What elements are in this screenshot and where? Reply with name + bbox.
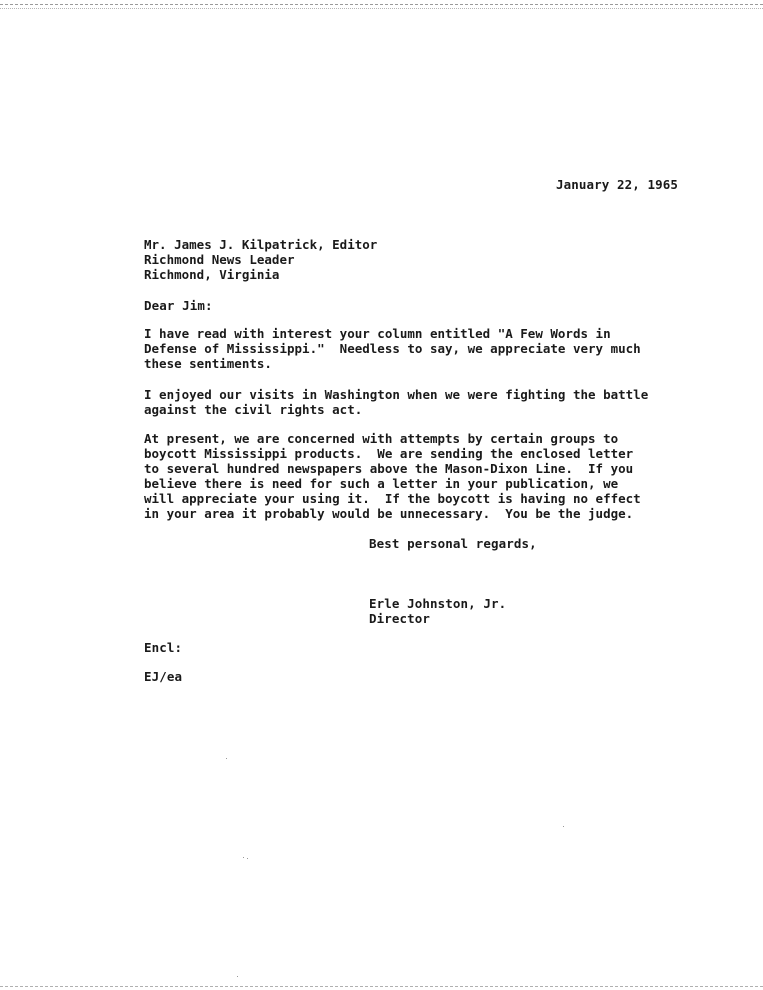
signer-title: Director (369, 611, 431, 626)
paragraph-line: these sentiments. (144, 356, 272, 371)
top-edge-rule (0, 4, 763, 9)
paragraph-3 (144, 431, 641, 521)
paragraph-line: will appreciate your using it. If the boycott is having no effect (144, 491, 641, 506)
inside-address (144, 237, 377, 282)
scan-speck (226, 758, 227, 759)
paragraph-line: in your area it probably would be unnecessary. You be the judge. (144, 506, 634, 521)
paragraph-line: Defense of Mississippi." Needless to say, we appreciate very much (144, 341, 641, 356)
salutation: Dear Jim: (144, 298, 213, 313)
address-line: Mr. James J. Kilpatrick, Editor (144, 237, 378, 252)
paragraph-line: I enjoyed our visits in Washington when we were fighting the battle (144, 387, 649, 402)
bottom-edge-rule (0, 986, 763, 987)
scan-speck (237, 976, 238, 977)
address-line: Richmond, Virginia (144, 267, 280, 282)
typist-initials: EJ/ea (144, 669, 183, 684)
address-line: Richmond News Leader (144, 252, 295, 267)
paragraph-2 (144, 387, 648, 417)
paragraph-line: boycott Mississippi products. We are sending the enclosed letter (144, 446, 634, 461)
paragraph-line: I have read with interest your column entitled "A Few Words in (144, 326, 611, 341)
signer-name: Erle Johnston, Jr. (369, 596, 507, 611)
enclosure-note: Encl: (144, 640, 183, 655)
paragraph-line: At present, we are concerned with attempts by certain groups to (144, 431, 619, 446)
scan-speck (563, 826, 564, 827)
paragraph-line: believe there is need for such a letter in your publication, we (144, 476, 619, 491)
closing: Best personal regards, (369, 536, 537, 551)
paragraph-line: against the civil rights act. (144, 402, 363, 417)
scan-speck (247, 858, 248, 859)
letter-date: January 22, 1965 (556, 177, 679, 192)
scan-speck (243, 857, 244, 858)
paragraph-line: to several hundred newspapers above the Mason-Dixon Line. If you (144, 461, 634, 476)
paragraph-1 (144, 326, 641, 371)
